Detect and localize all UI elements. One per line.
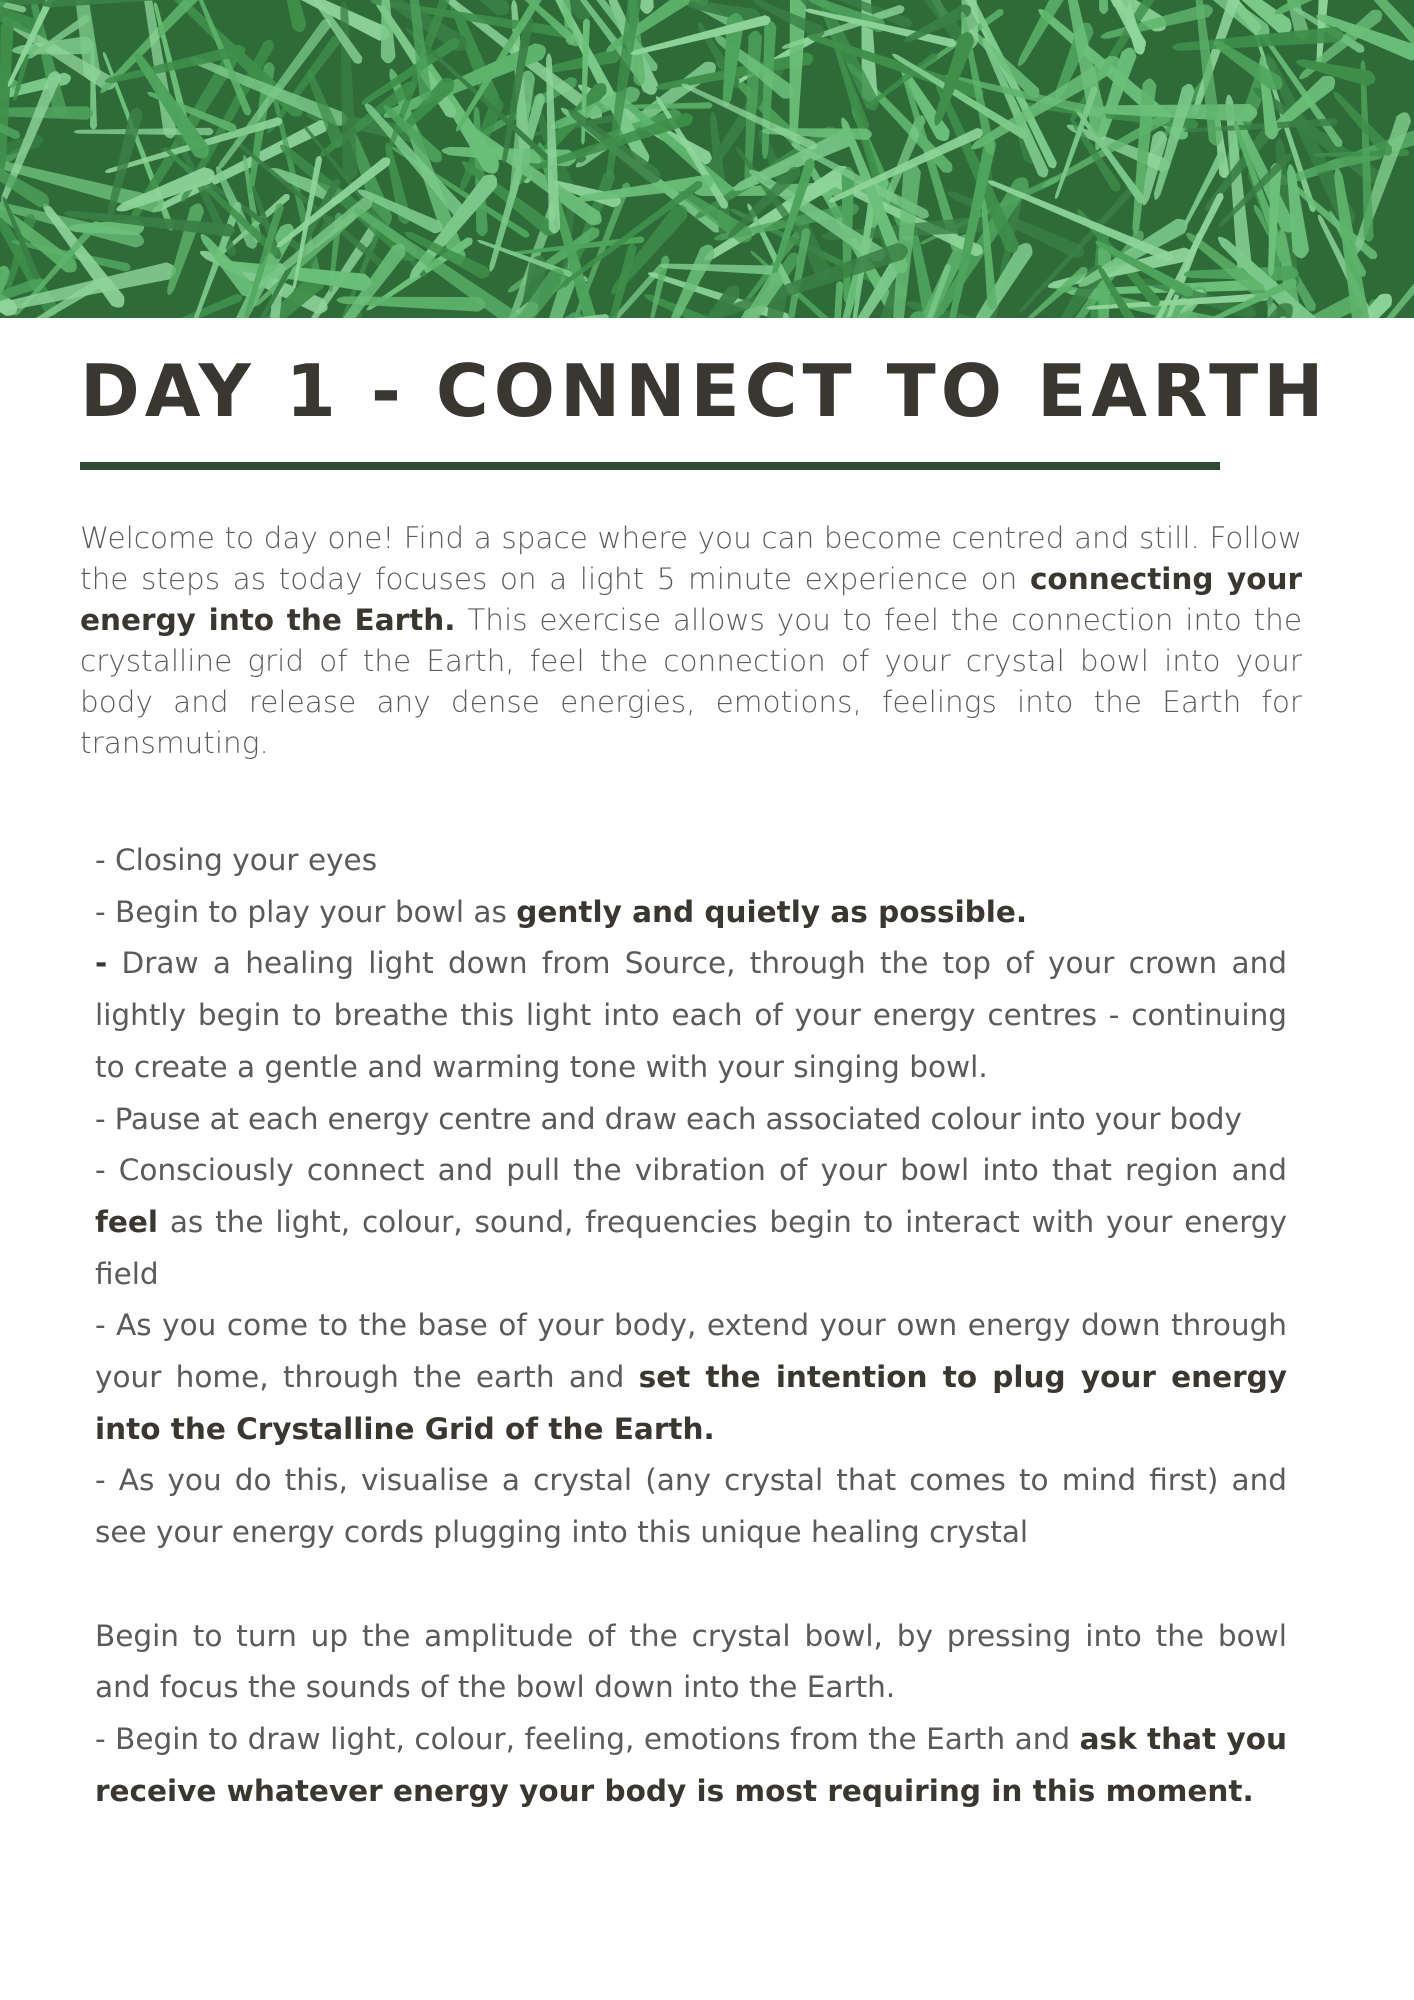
grass-illustration bbox=[0, 0, 1414, 318]
step-text: - As you come to the base of your body, extend your own energy down through your home, through the earth and bbox=[95, 1308, 1287, 1395]
step-base bbox=[95, 1300, 1287, 1455]
step-begin-play bbox=[95, 887, 1287, 939]
step-visualise: - As you do this, visualise a crystal (any crystal that comes to mind first) and see your energy cords plugging into this unique healing crystal bbox=[95, 1463, 1287, 1550]
step-draw-light bbox=[95, 1714, 1287, 1817]
spacer bbox=[95, 1559, 1287, 1611]
step-bold: gently and quietly as possible. bbox=[516, 894, 1028, 929]
step-healing-light bbox=[95, 938, 1287, 1093]
title-underline bbox=[80, 462, 1220, 470]
step-text: Draw a healing light down from Source, through the top of your crown and lightly begin to breathe this light into each of your energy centres - continuing to create a gentle and warming tone with your singing bowl. bbox=[95, 946, 1287, 1084]
step-text: - Begin to play your bowl as bbox=[95, 894, 517, 929]
step-text: - Begin to draw light, colour, feeling, emotions from the Earth and bbox=[95, 1721, 1080, 1756]
page-title: DAY 1 - CONNECT TO EARTH bbox=[80, 349, 1329, 433]
intro-paragraph bbox=[80, 518, 1302, 764]
paragraph-amplitude: Begin to turn up the amplitude of the crystal bowl, by pressing into the bowl and focus the sounds of the bowl down into the Earth. bbox=[95, 1618, 1287, 1705]
intro-text-2: This exercise allows you to feel the connection into the crystalline grid of the Earth, feel the connection of your crystal bowl into your body and release any dense energies, emotions, feelings into the Earth for transmuting. bbox=[80, 603, 1303, 760]
step-text: as the light, colour, sound, frequencies begin to interact with your energy field bbox=[95, 1204, 1287, 1291]
step-closing-eyes: - Closing your eyes bbox=[95, 843, 378, 877]
step-bold: set the intention to plug your energy into the Crystalline Grid of the Earth. bbox=[95, 1360, 1288, 1446]
step-connect bbox=[95, 1145, 1287, 1300]
step-text: - Consciously connect and pull the vibration of your bowl into that region and bbox=[95, 1153, 1287, 1188]
step-dash: - bbox=[95, 946, 108, 981]
steps-list bbox=[95, 835, 1287, 1817]
hero-grass-image bbox=[0, 0, 1414, 318]
step-bold: feel bbox=[95, 1204, 158, 1239]
step-pause: - Pause at each energy centre and draw each associated colour into your body bbox=[95, 1101, 1242, 1136]
step-bold: ask that you receive whatever energy your body is most requiring in this moment. bbox=[95, 1721, 1287, 1808]
intro-bold: connecting your energy into the Earth. bbox=[80, 562, 1303, 637]
intro-text-1: Welcome to day one! Find a space where you can become centred and still. Follow the steps as today focuses on a light 5 minute experience on bbox=[80, 521, 1302, 596]
